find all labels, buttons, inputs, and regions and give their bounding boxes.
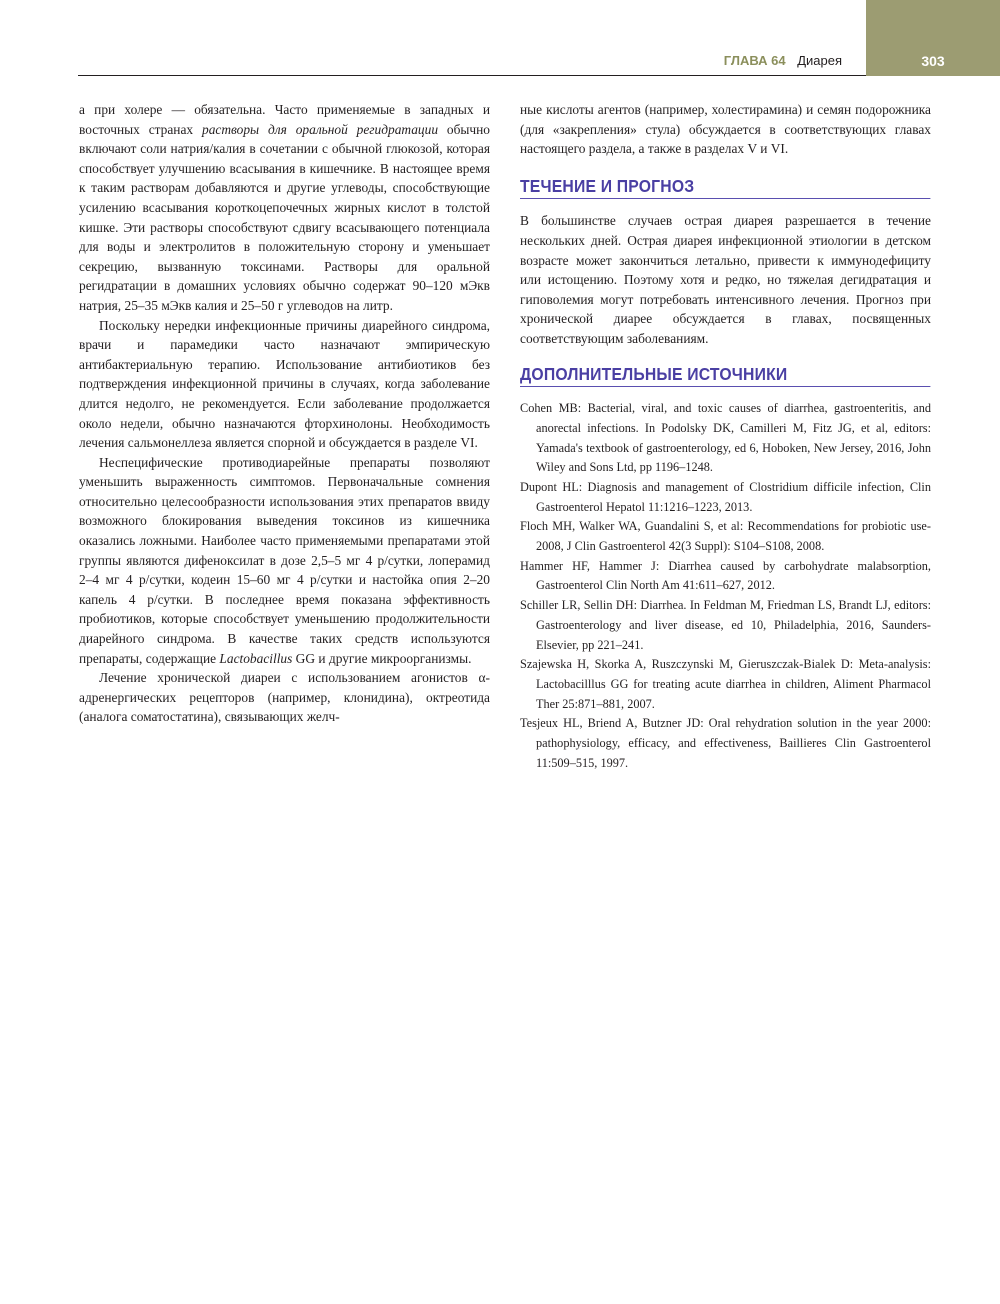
paragraph-chronic-treatment xyxy=(79,668,490,727)
chapter-word: ГЛАВА xyxy=(723,53,768,68)
right-column xyxy=(520,100,931,773)
reference-item: Floch MH, Walker WA, Guandalini S, et al: Recommendations for probiotic use-2008, J Clin Gastroenterol 42(3 Suppl): S104–S108, 2008. xyxy=(520,519,931,554)
italic-term: растворы для оральной регидратации xyxy=(202,121,439,137)
paragraph-prognosis: В большинстве случаев острая диарея разрешается в течение нескольких дней. Острая диарея инфекционной этиологии в детском возрасте может закончиться летально, привести к иммунодефициту или истощению. Поэтому хотя и редко, но тяжелая дегидратация и гиповолемия могут потребовать интенсивного лечения. Прогноз при хронической диарее обсуждается в главах, посвященных соответствующим заболеваниям. xyxy=(520,213,931,346)
paragraph-text: а при холере — обязательна. Часто применяемые в западных и восточных странах xyxy=(79,102,490,137)
chapter-title: Диарея xyxy=(797,53,842,68)
page-number-tab xyxy=(866,0,1000,76)
paragraph-text: Поскольку нередки инфекционные причины диарейного синдрома, врачи и парамедики часто назначают эмпирическую антибактериальную терапию. Использование антибиотиков без подтверждения инфекционной причины в случаях, когда заболевание длится недолго, не рекомендуется. Если заболевание продолжается около недели, обычно назначаются фторхинолоны. Необходимость лечения сальмонеллеза является спорной и обсуждается в разделе VI. xyxy=(79,317,490,451)
reference-item: Dupont HL: Diagnosis and management of Clostridium difficile infection, Clin Gastroenterol Hepatol 11:1216–1223, 2013. xyxy=(520,479,931,514)
reference-item: Schiller LR, Sellin DH: Diarrhea. In Feldman M, Friedman LS, Brandt LJ, editors: Gastroenterology and liver disease, ed 10, Philadelphia, 2016, Saunders-Elsevier, pp 221–241. xyxy=(520,598,931,652)
paragraph-antidiarrheal xyxy=(79,453,490,669)
section-heading-prognosis: ТЕЧЕНИЕ И ПРОГНОЗ xyxy=(520,177,931,200)
paragraph-continuation: ные кислоты агентов (например, холестирамина) и семян подорожника (для «закрепления» стула) обсуждается в соответствующих главах настоящего раздела, а также в разделах V и VI. xyxy=(520,102,931,157)
paragraph-text: GG и другие микроорганизмы. xyxy=(292,650,472,666)
reference-list xyxy=(520,399,931,773)
chapter-label xyxy=(724,53,842,68)
reference-item: Tesjeux HL, Briend A, Butzner JD: Oral rehydration solution in the year 2000: pathophysiology, efficacy, and effectiveness, Baillieres Clin Gastroenterol 11:509–515, 1997. xyxy=(520,716,931,770)
paragraph-antibiotics xyxy=(79,316,490,453)
page-number: 303 xyxy=(921,53,945,69)
paragraph-text: обычно включают соли натрия/калия в сочетании с обычной глюкозой, которая способствует улучшению всасывания в кишечнике. В настоящее время к таким растворам добавляются и другие углеводы, способствующие усилению всасывания короткоцепочечных жирных кислот в толстой кишке. Эти растворы способствуют сдвигу всасывающего потенциала для воды и электролитов в положительную сторону и уменьшает секрецию, вызванную токсинами. Растворы для оральной регидратации в домашних условиях обычно содержат 90–120 мЭкв натрия, 25–35 мЭкв калия и 25–50 г углеводов на литр. xyxy=(79,121,491,313)
section-heading-references: ДОПОЛНИТЕЛЬНЫЕ ИСТОЧНИКИ xyxy=(520,365,931,388)
paragraph-rehydration xyxy=(79,100,490,316)
left-column xyxy=(79,100,490,727)
paragraph-text: Лечение хронической диареи с использованием агонистов α-адренергических рецепторов (например, клонидина), октреотида (аналога соматостатина), связывающих желч- xyxy=(79,670,490,725)
reference-item: Hammer HF, Hammer J: Diarrhea caused by carbohydrate malabsorption, Gastroenterol Clin North Am 41:611–627, 2012. xyxy=(520,558,931,593)
reference-item: Cohen MB: Bacterial, viral, and toxic causes of diarrhea, gastroenteritis, and anorectal infections. In Podolsky DK, Camilleri M, Fitz JG, et al, editors: Yamada's textbook of gastroenterology, ed 6, Hoboken, New Jersey, 2016, John Wiley and Sons Ltd, pp 1196–1248. xyxy=(520,401,931,475)
chapter-number: 64 xyxy=(771,53,786,68)
italic-term: Lactobacillus xyxy=(219,650,293,666)
running-header xyxy=(78,40,866,76)
paragraph-text: Неспецифические противодиарейные препараты позволяют уменьшить выраженность симптомов. Первоначальные сомнения относительно целесообразности использования этих препаратов ввиду возможного блокирования выведения токсинов из кишечника оказались ложными. Наиболее часто применяемыми препаратами этой группы являются дифеноксилат в дозе 2,5–5 мг 4 р/сутки, лоперамид 2–4 мг 4 р/сутки, кодеин 15–60 мг 4 р/сутки и настойка опия 2–20 капель 4 р/сутки. В последнее время показана эффективность пробиотиков, которые способствует уменьшению продолжительности диарейного синдрома. В качестве таких средств используются препараты, содержащие xyxy=(79,454,490,666)
reference-item: Szajewska H, Skorka A, Ruszczynski M, Gieruszczak-Bialek D: Meta-analysis: Lactobacilllus GG for treating acute diarrhea in children, Aliment Pharmacol Ther 25:871–881, 2007. xyxy=(520,657,931,711)
